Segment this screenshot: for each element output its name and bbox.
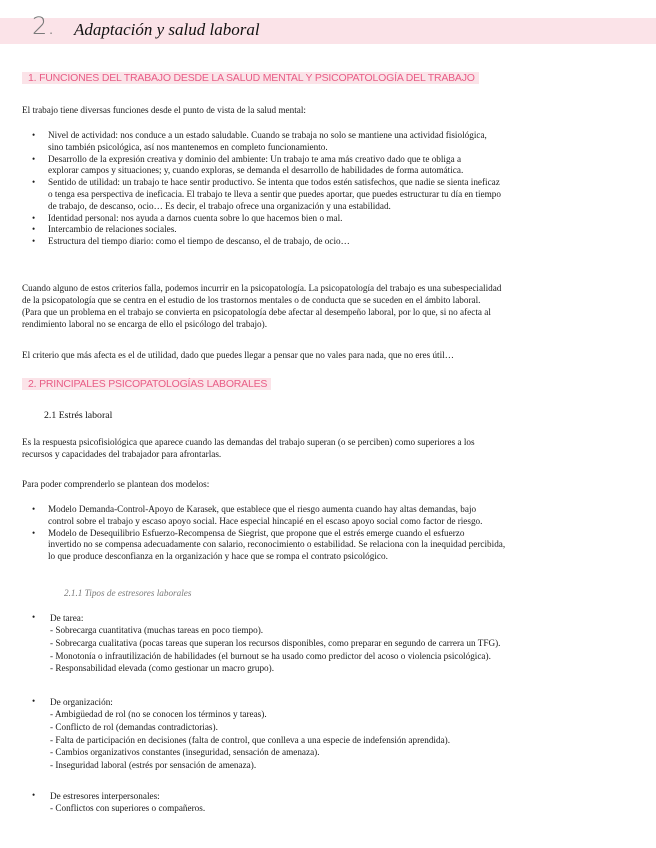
stressor-item: - Cambios organizativos constantes (inseguridad, sensación de amenaza). xyxy=(50,747,320,758)
chapter-title: Adaptación y salud laboral xyxy=(74,20,260,39)
stressor-group-title: De tarea: xyxy=(50,613,84,623)
psychopathology-paragraph xyxy=(22,282,501,330)
text-line: Modelo de Desequilibrio Esfuerzo-Recompensa de Siegrist, que propone que el estrés emerge cuando el esfuerzo xyxy=(48,527,465,538)
text-line: explorar campos y situaciones; y, cuando exploras, se demanda el desarrollo de habilidades de forma automática. xyxy=(48,165,464,176)
text-line: control sobre el trabajo y escaso apoyo social. Hace especial hincapié en el escaso apoyo social como factor de riesgo. xyxy=(48,515,483,526)
stress-definition-paragraph xyxy=(22,436,475,460)
text-line: Sentido de utilidad: un trabajo te hace sentir productivo. Se intenta que todos estén satisfechos, que nadie se sienta ineficaz xyxy=(48,177,500,188)
text-line: Identidad personal: nos ayuda a darnos cuenta sobre lo que hacemos bien o mal. xyxy=(48,212,343,223)
section-2-heading xyxy=(22,376,271,392)
models-intro: Para poder comprenderlo se plantean dos modelos: xyxy=(22,479,210,489)
bullet-icon: • xyxy=(32,212,36,223)
list-item xyxy=(28,130,501,154)
section-1-heading-text: 1. FUNCIONES DEL TRABAJO DESDE LA SALUD MENTAL Y PSICOPATOLOGÍA DEL TRABAJO xyxy=(22,72,479,84)
stressor-group-title: De estresores interpersonales: xyxy=(50,791,160,801)
list-item xyxy=(28,213,501,225)
text-line: invertido no se compensa adecuadamente con salario, reconocimiento o estabilidad. Se relaciona con la inequidad percibida, xyxy=(48,539,506,550)
section-1-intro: El trabajo tiene diversas funciones desde el punto de vista de la salud mental: xyxy=(22,105,306,115)
bullet-icon: • xyxy=(32,612,36,622)
text-line: de la psicopatología que se centra en el estudio de los trastornos mentales o de conducta que se suceden en el ámbito laboral. xyxy=(22,295,481,305)
subsection-stress-heading: 2.1 Estrés laboral xyxy=(44,410,113,421)
text-line: recursos y capacidades del trabajador para afrontarlas. xyxy=(22,449,222,459)
stressor-group-title: De organización: xyxy=(50,697,113,707)
stressor-item: - Monotonía o infrautilización de habilidades (el burnout se ha usado como predictor del acoso o violencia psicológica). xyxy=(50,650,491,661)
stressor-item: - Responsabilidad elevada (como gestionar un macro grupo). xyxy=(50,663,275,674)
list-item xyxy=(28,154,501,178)
bullet-icon: • xyxy=(32,224,36,235)
list-item xyxy=(28,177,501,212)
text-line: (Para que un problema en el trabajo se convierta en psicopatología debe afectar al desempeño laboral, por lo que, si no afecta al xyxy=(22,307,491,317)
text-line: o tenga esa perspectiva de ineficacia. El trabajo te lleva a sentir que puedes aportar, que puedes estructurar tu día en tiempo xyxy=(48,188,501,199)
stressor-item: - Conflicto de rol (demandas contradictorias). xyxy=(50,721,218,732)
text-line: Nivel de actividad: nos conduce a un estado saludable. Cuando se trabaja no solo se mantiene una actividad fisiológica, xyxy=(48,130,487,140)
text-line: Cuando alguno de estos criterios falla, podemos incurrir en la psicopatología. La psicopatología del trabajo es una subespecialidad xyxy=(22,283,502,293)
text-line: sino también psicológica, así nos mantenemos en completo funcionamiento. xyxy=(48,141,328,152)
list-item xyxy=(28,224,501,236)
stressor-item: - Conflictos con superiores o compañeros. xyxy=(50,803,206,813)
bullet-icon: • xyxy=(32,696,36,706)
bullet-icon: • xyxy=(32,504,36,514)
text-line: Es la respuesta psicofisiológica que aparece cuando las demandas del trabajo superan (o se perciben) como superiores a los xyxy=(22,437,475,447)
list-item xyxy=(28,528,505,563)
list-item xyxy=(28,504,505,528)
text-line: lo que produce desconfianza en la organización y hace que se rompa el contrato psicológico. xyxy=(48,551,388,562)
stressor-item: - Sobrecarga cualitativa (pocas tareas que superan los recursos disponibles, como preparar en segundo de carrera un TFG). xyxy=(50,637,501,648)
stressor-item: - Inseguridad laboral (estrés por sensación de amenaza). xyxy=(50,760,257,771)
text-line: Desarrollo de la expresión creativa y dominio del ambiente: Un trabajo te ama más creativo dado que te obliga a xyxy=(48,153,462,164)
text-line: de trabajo, de descanso, ocio… Es decir, el trabajo ofrece una organización y una estabilidad. xyxy=(48,200,391,211)
stressor-item: - Falta de participación en decisiones (falta de control, que conlleva a una especie de indefensión aprendida). xyxy=(50,734,450,745)
list-item xyxy=(28,236,501,248)
section-1-heading xyxy=(22,70,479,86)
section-2-heading-text: 2. PRINCIPALES PSICOPATOLOGÍAS LABORALES xyxy=(22,378,271,390)
stressor-item: - Sobrecarga cuantitativa (muchas tareas en poco tiempo). xyxy=(50,625,264,635)
bullet-icon: • xyxy=(32,236,36,247)
bullet-icon: • xyxy=(32,790,36,800)
stressor-types-heading: 2.1.1 Tipos de estresores laborales xyxy=(64,588,192,598)
models-list xyxy=(28,504,505,563)
bullet-icon: • xyxy=(32,130,36,140)
text-line: Intercambio de relaciones sociales. xyxy=(48,224,177,235)
stressor-item: - Ambigüedad de rol (no se conocen los términos y tareas). xyxy=(50,709,267,719)
text-line: rendimiento laboral no se encarga de ello el psicólogo del trabajo). xyxy=(22,319,267,329)
bullet-icon: • xyxy=(32,527,36,538)
text-line: Modelo Demanda-Control-Apoyo de Karasek, que establece que el riesgo aumenta cuando hay altas demandas, bajo xyxy=(48,504,477,514)
bullet-icon: • xyxy=(32,177,36,188)
text-line: Estructura del tiempo diario: como el tiempo de descanso, el de trabajo, de ocio… xyxy=(48,236,350,247)
functions-list xyxy=(28,130,501,248)
utility-criterion-paragraph: El criterio que más afecta es el de utilidad, dado que puedes llegar a pensar que no vales para nada, que no eres útil… xyxy=(22,350,454,360)
bullet-icon: • xyxy=(32,153,36,164)
chapter-number: 2. xyxy=(32,12,55,40)
